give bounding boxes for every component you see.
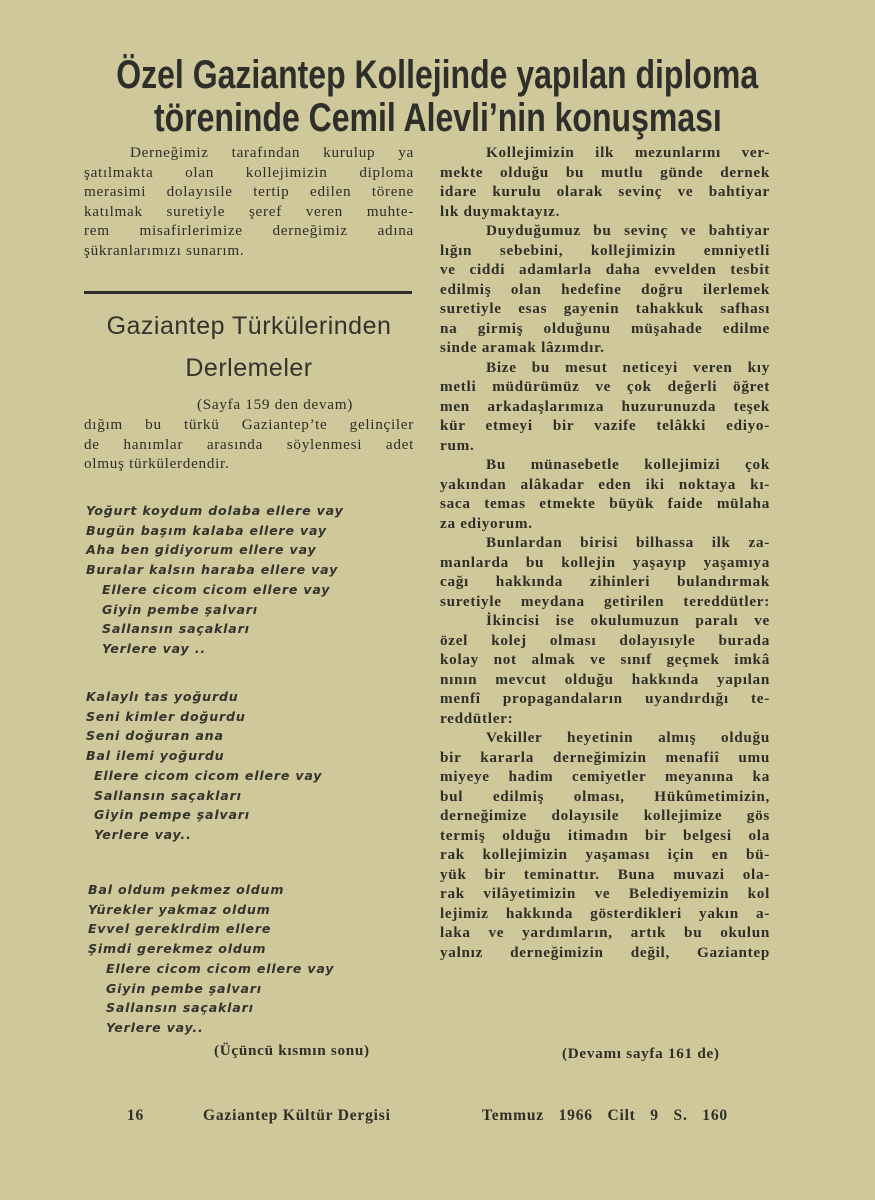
verse-line: Buralar kalsın haraba ellere vay [86, 562, 339, 578]
text-line: ve ciddi adamlarla daha evvelden tesbit [440, 261, 770, 278]
refrain-line: Sallansın saçakları [106, 1000, 254, 1016]
text-line: termiş olduğu itimadın bir belgesi ola [440, 826, 770, 844]
section-heading-line-1: Gaziantep Türkülerinden [106, 312, 392, 340]
magazine-name: Gaziantep Kültür Dergisi [203, 1107, 391, 1124]
text-line: cağı hakkında zihinleri bulandırmak [440, 573, 770, 590]
text-line: edilmiş olan hedefine doğru ilerlemek [440, 280, 770, 298]
refrain-line: Sallansın saçakları [94, 787, 242, 803]
text-line: Bunlardan birisi bilhassa ilk za- [486, 534, 770, 551]
verse-line: Seni kimler doğurdu [86, 708, 246, 724]
text-line: rak kollejimizin yaşaması için en bü- [440, 846, 770, 863]
refrain-line: Ellere cicom cicom ellere vay [94, 767, 323, 783]
text-line: yük bir teminattır. Buna muvazi ola- [440, 865, 770, 883]
text-line: lığın sebebini, kollejimizin emniyetli [440, 241, 770, 259]
verse-line: Bugün başım kalaba ellere vay [86, 522, 327, 538]
stanza-1 [86, 501, 344, 659]
text-line: kolay not almak ve sınıf geçmek imkâ [440, 651, 770, 668]
text-line: lejimiz hakkında gösterdikleri yakın a- [440, 904, 770, 922]
verse-line: Seni doğuran ana [86, 728, 224, 744]
title-text-2: töreninde Cemil Alevli’nin konuşması [153, 96, 722, 140]
text-line: dığım bu türkü Gaziantep’te gelinçiler [84, 416, 414, 433]
text-line: Bu münasebetle kollejimizi çok [486, 456, 770, 473]
continued-from-note: (Sayfa 159 den devam) [197, 396, 353, 413]
text-line: de hanımlar arasında söylenmesi adet [84, 435, 414, 453]
text-line: bul edilmiş olması, Hükûmetimizin, [440, 787, 770, 805]
text-line: suretiyle meydana getirilen tereddütler: [440, 592, 770, 610]
text-line: saca temas etmekte büyük faide mülaha [440, 495, 770, 512]
verse-line: Kalaylı tas yoğurdu [86, 689, 239, 704]
left-intro-paragraph [84, 143, 414, 260]
text-line: lık duymaktayız. [440, 202, 561, 220]
folk-song-intro [84, 415, 414, 474]
text-line: za ediyorum. [440, 514, 533, 532]
text-line: kür etmeyi bir vazife telâkki ediyo- [440, 417, 770, 434]
verse-line: Evvel gereklrdim ellere [88, 921, 272, 937]
text-line: mekte olduğu bu mutlu günde dernek [440, 163, 770, 181]
text-line: katılmak suretiyle şeref veren muhte- [84, 202, 414, 220]
article-title-line-1 [0, 53, 875, 97]
text-line: Bize bu mesut neticeyi veren kıy [486, 358, 770, 376]
end-of-part-note: (Üçüncü kısmın sonu) [214, 1042, 370, 1059]
text-line: yalnız derneğimizin değil, Gaziantep [440, 943, 770, 961]
right-column-text [440, 143, 770, 962]
text-line: şatılmakta olan kollejimizin diploma [84, 163, 414, 181]
text-line: bir kararla derneğimizin menafiî umu [440, 748, 770, 766]
text-line: rum. [440, 436, 475, 454]
section-divider [84, 291, 412, 294]
refrain-line: Yerlere vay.. [94, 826, 192, 842]
text-line: yakından alâkadar eden iki noktaya kı- [440, 475, 770, 493]
issue-info: Temmuz 1966 Cilt 9 S. 160 [482, 1107, 728, 1124]
refrain-line: Ellere cicom cicom ellere vay [106, 960, 335, 976]
text-line: Kollejimizin ilk mezunlarını ver- [486, 144, 770, 161]
text-line: nının mevcut olduğu hakkında yapılan [440, 670, 770, 688]
refrain-line: Sallansın saçakları [102, 621, 250, 637]
text-line: Vekiller heyetinin almış olduğu [486, 729, 770, 746]
continued-on-note: (Devamı sayfa 161 de) [562, 1045, 720, 1062]
text-line: metli müdürümüz ve çok değerli öğret [440, 378, 770, 395]
refrain-line: Giyin pembe şalvarı [106, 980, 262, 996]
verse-line: Yoğurt koydum dolaba ellere vay [86, 503, 344, 518]
verse-line: Yürekler yakmaz oldum [88, 901, 271, 917]
text-line: şükranlarımızı sunarım. [84, 241, 245, 259]
text-line: rak vilâyetimizin ve Belediyemizin kol [440, 885, 770, 902]
text-line: özel kolej olması dolayısıyle burada [440, 631, 770, 649]
section-heading-line-2: Derlemeler [185, 354, 313, 382]
refrain-line: Giyin pempe şalvarı [94, 807, 250, 823]
refrain-line: Ellere cicom cicom ellere vay [102, 581, 331, 597]
verse-line: Bal oldum pekmez oldum [88, 882, 285, 897]
refrain-line: Yerlere vay .. [102, 640, 206, 656]
text-line: men arkadaşlarımıza huzurunuzda teşek [440, 397, 770, 415]
text-line: na girmiş olduğunu müşahade edilme [440, 319, 770, 337]
text-line: reddütler: [440, 709, 514, 727]
text-line: suretiyle esas gayenin tahakkuk safhası [440, 300, 770, 317]
page-number: 16 [127, 1107, 145, 1124]
title-text-1: Özel Gaziantep Kollejinde yapılan diploma [116, 53, 759, 97]
text-line: Duyduğumuz bu sevinç ve bahtiyar [486, 222, 770, 239]
text-line: olmuş türkülerdendir. [84, 455, 230, 472]
verse-line: Şimdi gerekmez oldum [88, 941, 267, 957]
text-line: miyeye hadim cemiyetler meyanına ka [440, 768, 770, 785]
text-line: İkincisi ise okulumuzun paralı ve [486, 612, 770, 629]
refrain-line: Yerlere vay.. [106, 1019, 204, 1035]
refrain-line: Giyin pembe şalvarı [102, 601, 258, 617]
verse-line: Aha ben gidiyorum ellere vay [86, 542, 317, 558]
text-line: sinde aramak lâzımdır. [440, 339, 605, 356]
verse-line: Bal ilemi yoğurdu [86, 748, 225, 764]
text-line: rem misafirlerimize derneğimiz adına [84, 222, 414, 239]
stanza-2 [86, 687, 322, 845]
text-line: menfî propagandaların uyandırdığı te- [440, 690, 770, 707]
stanza-3 [86, 880, 334, 1038]
text-line: idare kurulu olarak sevinç ve bahtiyar [440, 183, 770, 200]
text-line: derneğimize dolayısile kollejimize gös [440, 807, 770, 824]
text-line: merasimi dolayısile tertip edilen törene [84, 183, 414, 200]
article-title-line-2 [0, 96, 875, 140]
text-line: manlarda bu kollejin yaşayıp yaşamıya [440, 553, 770, 571]
text-line: Derneğimiz tarafından kurulup ya [130, 144, 414, 161]
text-line: laka ve yardımların, artık bu okulun [440, 924, 770, 941]
